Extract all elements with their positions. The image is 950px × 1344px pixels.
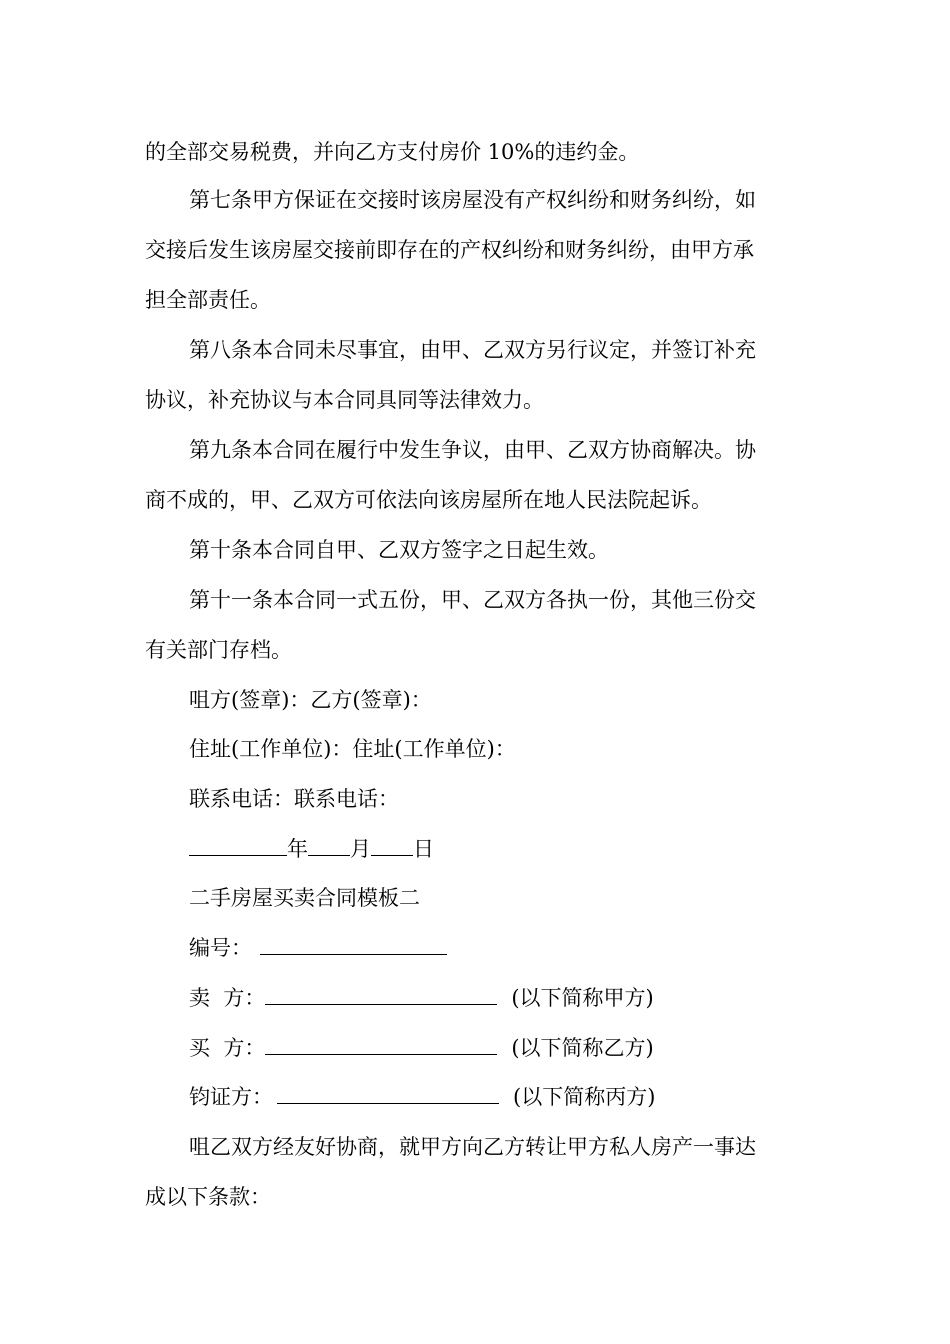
article-7-line: 第七条甲方保证在交接时该房屋没有产权纠纷和财务纠纷，如 [189, 188, 756, 212]
seller-label: 卖 方： [189, 986, 266, 1010]
address-line: 住址(工作单位)：住址(工作单位)： [189, 737, 516, 761]
paragraph-line: 担全部责任。 [145, 288, 271, 312]
article-8-line: 第八条本合同未尽事宜，由甲、乙双方另行议定，并签订补充 [189, 338, 756, 362]
paragraph-line: 的全部交易税费，并向乙方支付房价 10%的违约金。 [145, 140, 640, 164]
phone-line: 联系电话：联系电话： [189, 787, 399, 811]
seller-blank[interactable] [265, 985, 497, 1005]
closing-line: 成以下条款： [145, 1185, 271, 1209]
buyer-field-line [189, 1034, 654, 1062]
buyer-blank[interactable] [265, 1035, 497, 1055]
buyer-label: 买 方： [189, 1036, 266, 1060]
witness-blank[interactable] [277, 1084, 499, 1104]
number-blank[interactable] [260, 935, 447, 955]
closing-line: 咀乙双方经友好协商，就甲方向乙方转让甲方私人房产一事达 [189, 1135, 756, 1159]
paragraph-line: 商不成的，甲、乙双方可依法向该房屋所在地人民法院起诉。 [145, 488, 712, 512]
buyer-suffix: (以下简称乙方) [511, 1036, 654, 1060]
number-field-line [189, 934, 447, 962]
month-blank[interactable] [308, 836, 350, 856]
witness-field-line [189, 1083, 655, 1111]
article-11-line: 第十一条本合同一式五份，甲、乙双方各执一份，其他三份交 [189, 588, 756, 612]
signature-line: 咀方(签章)：乙方(签章)： [189, 688, 432, 712]
witness-label: 钧证方： [189, 1085, 273, 1109]
number-label: 编号： [189, 936, 252, 960]
seller-field-line [189, 984, 654, 1012]
article-9-line: 第九条本合同在履行中发生争议，由甲、乙双方协商解决。协 [189, 438, 756, 462]
day-label: 日 [413, 837, 434, 861]
seller-suffix: (以下简称甲方) [511, 986, 654, 1010]
paragraph-line: 交接后发生该房屋交接前即存在的产权纠纷和财务纠纷，由甲方承 [145, 238, 754, 262]
date-line [189, 835, 434, 863]
paragraph-line: 协议，补充协议与本合同具同等法律效力。 [145, 388, 544, 412]
month-label: 月 [350, 837, 371, 861]
year-blank[interactable] [189, 836, 287, 856]
day-blank[interactable] [371, 836, 413, 856]
template-title: 二手房屋买卖合同模板二 [189, 886, 420, 910]
year-label: 年 [287, 837, 308, 861]
witness-suffix: (以下简称丙方) [513, 1085, 656, 1109]
article-10-line: 第十条本合同自甲、乙双方签字之日起生效。 [189, 538, 609, 562]
paragraph-line: 有关部门存档。 [145, 638, 292, 662]
